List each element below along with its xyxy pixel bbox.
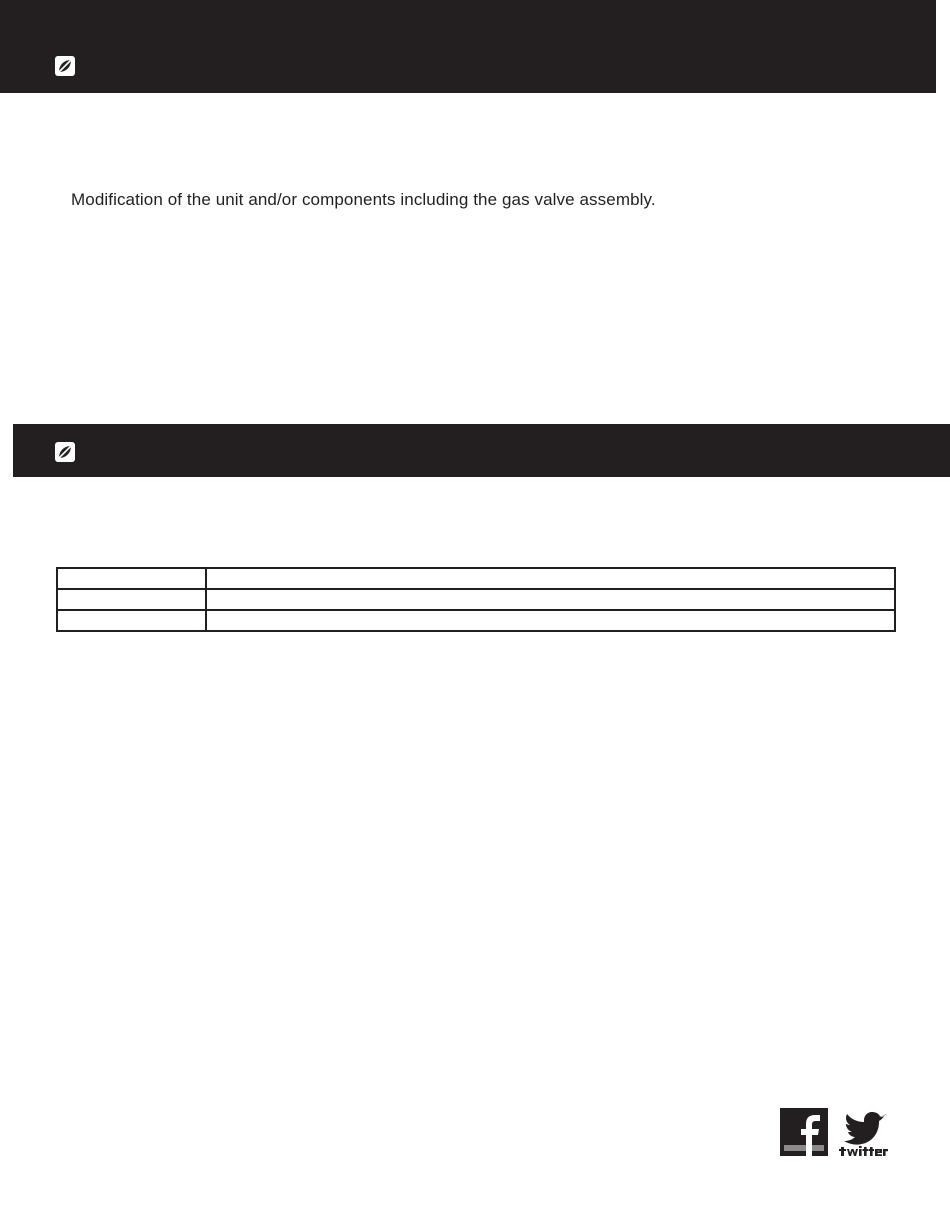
info-table xyxy=(56,567,896,632)
table-cell xyxy=(206,610,895,631)
table-cell xyxy=(57,568,206,589)
table-row xyxy=(57,568,895,589)
body-paragraph: Modification of the unit and/or components including the gas valve assembly. xyxy=(71,190,656,209)
table-row xyxy=(57,589,895,610)
twitter-icon[interactable] xyxy=(838,1108,896,1158)
leaf-logo-icon xyxy=(55,56,75,76)
leaf-logo-icon xyxy=(55,442,75,462)
facebook-icon[interactable] xyxy=(780,1108,828,1156)
table-cell xyxy=(57,589,206,610)
table-cell xyxy=(206,589,895,610)
top-header-banner xyxy=(0,0,936,93)
table-cell xyxy=(206,568,895,589)
table-cell xyxy=(57,610,206,631)
table-row xyxy=(57,610,895,631)
section-header-banner xyxy=(13,424,950,477)
